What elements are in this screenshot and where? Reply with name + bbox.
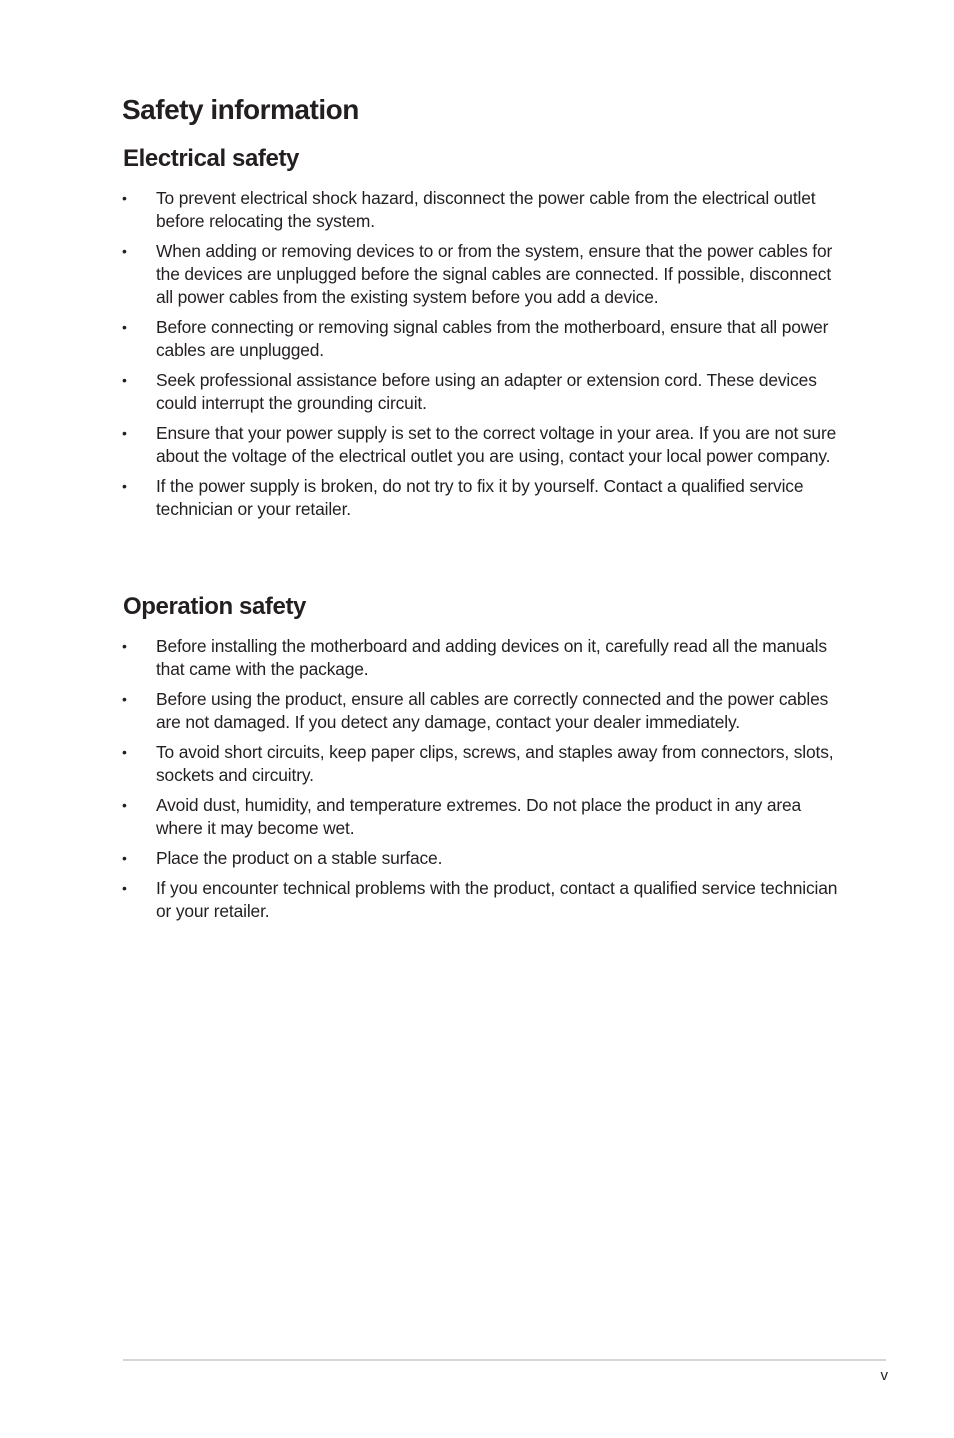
bullet-icon: • — [122, 744, 127, 760]
bullet-icon: • — [122, 797, 127, 813]
operation-safety-heading: Operation safety — [123, 593, 306, 620]
bullet-icon: • — [122, 478, 127, 494]
list-item — [122, 422, 842, 468]
list-item — [122, 369, 842, 415]
list-item — [122, 240, 842, 309]
bullet-icon: • — [122, 880, 127, 896]
list-item — [122, 316, 842, 362]
list-item-text: If the power supply is broken, do not try to fix it by yourself. Contact a qualified service technician or your retailer. — [156, 476, 804, 519]
page-number: v — [880, 1367, 888, 1384]
list-item-text: Place the product on a stable surface. — [156, 848, 443, 868]
bullet-icon: • — [122, 190, 127, 206]
list-item — [122, 187, 842, 233]
bullet-icon: • — [122, 425, 127, 441]
bullet-icon: • — [122, 850, 127, 866]
list-item-text: Seek professional assistance before using an adapter or extension cord. These devices could interrupt the grounding circuit. — [156, 370, 817, 413]
list-item-text: Avoid dust, humidity, and temperature extremes. Do not place the product in any area where it may become wet. — [156, 795, 802, 838]
bullet-icon: • — [122, 372, 127, 388]
bullet-icon: • — [122, 638, 127, 654]
electrical-safety-list — [122, 187, 842, 528]
list-item — [122, 847, 842, 870]
list-item-text: To avoid short circuits, keep paper clips, screws, and staples away from connectors, slots, sockets and circuitry. — [156, 742, 834, 785]
list-item-text: If you encounter technical problems with the product, contact a qualified service technician or your retailer. — [156, 878, 838, 921]
list-item — [122, 475, 842, 521]
list-item — [122, 635, 842, 681]
bullet-icon: • — [122, 319, 127, 335]
footer-divider — [123, 1359, 886, 1361]
list-item-text: Before installing the motherboard and adding devices on it, carefully read all the manuals that came with the package. — [156, 636, 827, 679]
operation-safety-list — [122, 635, 842, 930]
list-item-text: Before using the product, ensure all cables are correctly connected and the power cables are not damaged. If you detect any damage, contact your dealer immediately. — [156, 689, 829, 732]
page-title: Safety information — [122, 94, 359, 125]
list-item-text: To prevent electrical shock hazard, disconnect the power cable from the electrical outlet before relocating the system. — [156, 188, 816, 231]
list-item — [122, 741, 842, 787]
list-item-text: Before connecting or removing signal cables from the motherboard, ensure that all power cables are unplugged. — [156, 317, 829, 360]
bullet-icon: • — [122, 243, 127, 259]
bullet-icon: • — [122, 691, 127, 707]
list-item-text: Ensure that your power supply is set to the correct voltage in your area. If you are not sure about the voltage of the electrical outlet you are using, contact your local power company. — [156, 423, 837, 466]
electrical-safety-heading: Electrical safety — [123, 145, 299, 172]
list-item — [122, 794, 842, 840]
list-item — [122, 877, 842, 923]
list-item-text: When adding or removing devices to or from the system, ensure that the power cables for the devices are unplugged before the signal cables are connected. If possible, disconnect all power cables from the existing system before you add a device. — [156, 241, 833, 307]
list-item — [122, 688, 842, 734]
